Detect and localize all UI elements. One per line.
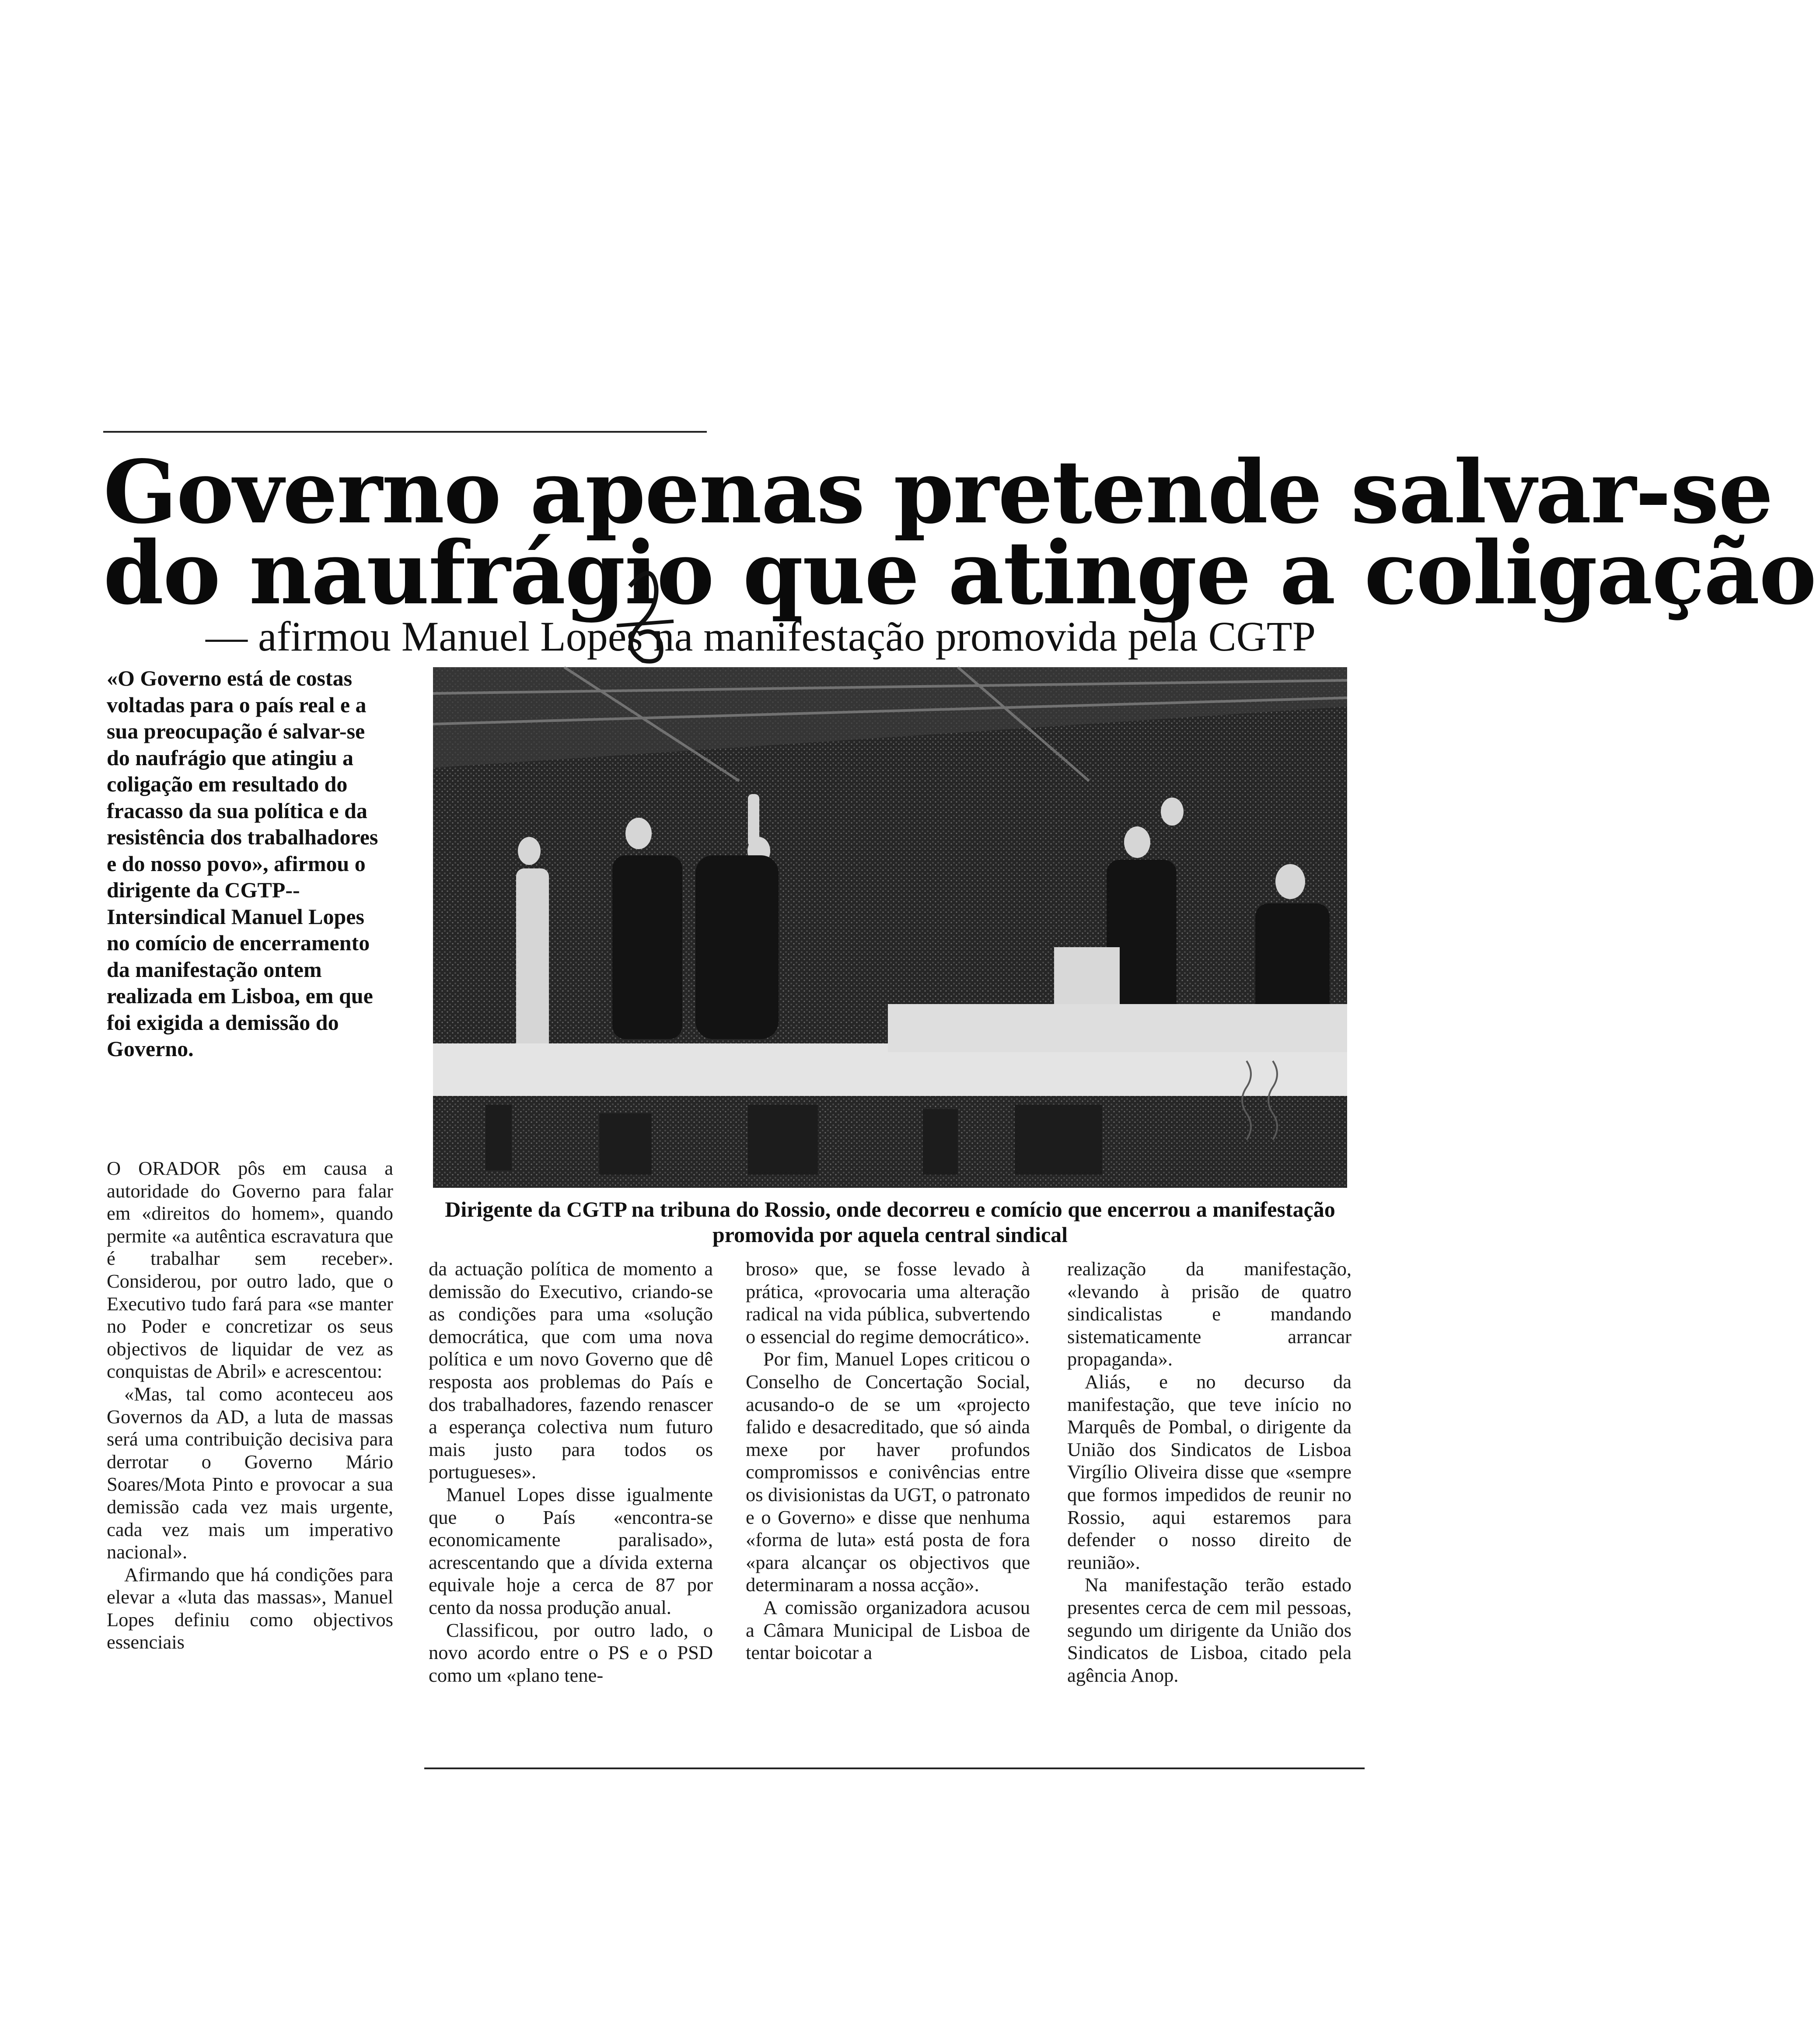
rally-photo-graphic xyxy=(433,667,1347,1188)
article-column-2 xyxy=(429,1258,713,1687)
top-rule xyxy=(103,431,707,433)
rally-photo xyxy=(433,667,1347,1188)
column-4-paragraph-2: Aliás, e no decurso da manifestação, que teve início no Marquês de Pombal, o dirigente da União dos Sindicatos de Lisboa Virgílio Oliveira disse que «sempre que formos impedidos de reunir no Rossio, aqui estaremos para defender o nosso direito de reunião». xyxy=(1067,1370,1352,1573)
column-4-paragraph-1: realização da manifestação, «levando à prisão de quatro sindicalistas e mandando sistematicamente arrancar propaganda». xyxy=(1067,1258,1352,1370)
photo-caption: Dirigente da CGTP na tribuna do Rossio, onde decorreu e comício que encerrou a manifestação promovida por aquela central sindical xyxy=(445,1197,1335,1247)
column-1-paragraph-3: Afirmando que há condições para elevar a «luta das massas», Manuel Lopes definiu como objectivos essenciais xyxy=(107,1563,393,1653)
article-column-3 xyxy=(746,1258,1030,1664)
column-2-paragraph-2: Manuel Lopes disse igualmente que o País «encontra-se economicamente paralisado», acrescentando que a dívida externa equivale hoje a cerca de 87 por cento da nossa produção anual. xyxy=(429,1483,713,1618)
column-2-paragraph-3: Classificou, por outro lado, o novo acordo entre o PS e o PSD como um «plano tene- xyxy=(429,1619,713,1686)
column-3-paragraph-2: Por fim, Manuel Lopes criticou o Conselho de Concertação Social, acusando-o de se um «projecto falido e desacreditado, que só ainda mexe por haver profundos compromissos e conivências entre os divisionistas da UGT, o patronato e o Governo» e disse que nenhuma «forma de luta» está posta de fora «para alcançar os objectivos que determinaram a nossa acção». xyxy=(746,1348,1030,1596)
column-3-paragraph-3: A comissão organizadora acusou a Câmara Municipal de Lisboa de tentar boicotar a xyxy=(746,1596,1030,1664)
headline-line-1: Governo apenas pretende salvar-se xyxy=(103,441,1773,543)
subheadline: — afirmou Manuel Lopes na manifestação promovida pela CGTP xyxy=(206,613,1316,660)
article-column-4 xyxy=(1067,1258,1352,1687)
column-2-paragraph-1: da actuação política de momento a demissão do Executivo, criando-se as condições para uma «solução democrática, que com uma nova política e um novo Governo que dê resposta aos problemas do País e dos trabalhadores, fazendo renascer a esperança colectiva num futuro mais justo para todos os portugueses». xyxy=(429,1258,713,1483)
column-1-paragraph-1: O ORADOR pôs em causa a autoridade do Governo para falar em «direitos do homem», quando permite «a autêntica escravatura que é trabalhar sem receber». Considerou, por outro lado, que o Executivo tudo fará para «se manter no Poder e concretizar os seus objectivos de liquidar de vez as conquistas de Abril» e acrescentou: xyxy=(107,1157,393,1382)
lead-paragraph: «O Governo está de costas voltadas para o país real e a sua preocupação é salvar-se do naufrágio que atingiu a coligação em resultado do fracasso da sua política e da resistência dos trabalhadores e do nosso povo», afirmou o dirigente da CGTP--Intersindical Manuel Lopes no comício de encerramento da manifestação ontem realizada em Lisboa, em que foi exigida a demissão do Governo. xyxy=(107,666,378,1061)
column-4-paragraph-3: Na manifestação terão estado presentes cerca de cem mil pessoas, segundo um dirigente da União dos Sindicatos de Lisboa, citado pela agência Anop. xyxy=(1067,1574,1352,1686)
column-3-paragraph-1: broso» que, se fosse levado à prática, «provocaria uma alteração radical na vida pública, subvertendo o essencial do regime democrático». xyxy=(746,1258,1030,1348)
handwritten-annotation-mark xyxy=(612,560,678,682)
article-column-1 xyxy=(107,1157,393,1654)
headline-line-2: do naufrágio que atinge a coligação xyxy=(103,522,1816,624)
column-1-paragraph-2: «Mas, tal como aconteceu aos Governos da AD, a luta de massas será uma contribuição decisiva para derrotar o Governo Mário Soares/Mota Pinto e provocar a sua demissão cada vez mais urgente, cada vez mais um imperativo nacional». xyxy=(107,1382,393,1563)
bottom-rule xyxy=(424,1768,1365,1769)
